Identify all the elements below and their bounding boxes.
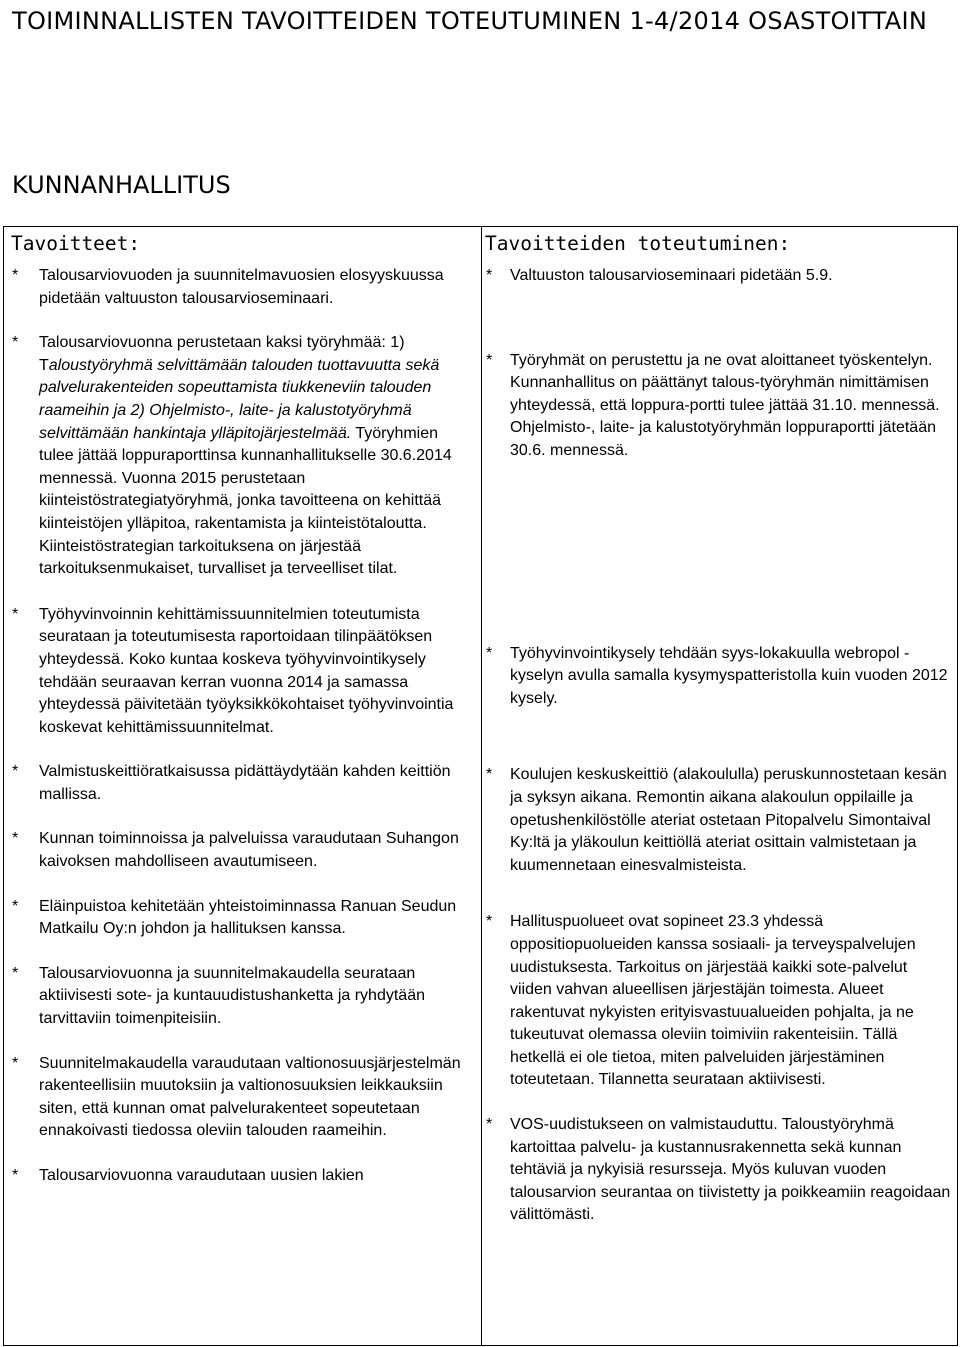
goal-item bbox=[4, 1165, 481, 1188]
result-text: Valtuuston talousarvioseminaari pidetään 5.9. bbox=[510, 267, 833, 284]
goal-item bbox=[4, 1053, 481, 1143]
goal-text: Kunnan toiminnoissa ja palveluissa varaudutaan Suhangon kaivoksen mahdolliseen avautumiseen. bbox=[39, 830, 459, 871]
goal-text: Valmistuskeittiöratkaisussa pidättäydytään kahden keittiön mallissa. bbox=[39, 763, 451, 803]
goal-item bbox=[4, 265, 481, 310]
bullet-marker: * bbox=[486, 913, 493, 931]
result-item bbox=[482, 1114, 957, 1227]
bullet-marker: * bbox=[12, 267, 19, 284]
result-item bbox=[482, 350, 957, 463]
goals-list bbox=[4, 265, 481, 1188]
result-text: VOS-uudistukseen on valmistauduttu. Taloustyöryhmä kartoittaa palvelu- ja kustannusrakennetta sekä kunnan tehtäviä ja nykyisiä resursseja. Myös kuluvan vuoden talousarvion seurantaa on tiivistetty ja poikkeamiin reagoidaan välittömästi. bbox=[510, 1116, 951, 1224]
bullet-marker: * bbox=[486, 1116, 493, 1134]
goals-table bbox=[3, 226, 958, 1346]
bullet-marker: * bbox=[486, 267, 493, 284]
bullet-marker: * bbox=[12, 1054, 19, 1072]
bullet-marker: * bbox=[12, 964, 19, 982]
goal-text: Eläinpuistoa kehitetään yhteistoiminnassa Ranuan Seudun Matkailu Oy:n johdon ja hallituksen kanssa. bbox=[39, 897, 457, 938]
result-text: Työryhmät on perustettu ja ne ovat aloittaneet työskentelyn. Kunnanhallitus on päättänyt talous-työryhmän nimittämisen yhteydessä, että loppura-portti tulee jättää 31.10. mennessä. Ohjelmisto-, laite- ja kalustotyöryhmän loppuraportti jätetään 30.6. mennessä. bbox=[510, 351, 940, 459]
goal-item bbox=[4, 963, 481, 1031]
section-heading: KUNNANHALLITUS bbox=[12, 171, 231, 199]
bullet-marker: * bbox=[486, 766, 493, 784]
results-list bbox=[482, 265, 957, 1227]
bullet-marker: * bbox=[486, 644, 493, 662]
goals-column bbox=[4, 227, 482, 1346]
goal-text: Talousarviovuoden ja suunnitelmavuosien elosyyskuussa pidetään valtuuston talousarvioseminaari. bbox=[39, 267, 444, 307]
bullet-marker: * bbox=[12, 830, 19, 848]
goal-text: Työryhmien tulee jättää loppuraporttinsa kunnanhallitukselle 30.6.2014 mennessä. Vuonna 2015 perustetaan kiinteistöstrategiatyöryhmä, jonka tavoitteena on kehittää kiinteistöjen ylläpitoa, rakentamista ja kiinteistötaloutta. Kiinteistöstrategian tarkoituksena on järjestää tarkoituksenmukaiset, turvalliset ja terveelliset tilat. bbox=[39, 424, 452, 578]
bullet-marker: * bbox=[12, 334, 19, 352]
result-text: Työhyvinvointikysely tehdään syys-lokakuulla webropol -kyselyn avulla samalla kysymyspatteristolla kuin vuoden 2012 kysely. bbox=[510, 644, 948, 707]
bullet-marker: * bbox=[12, 605, 19, 623]
results-header: Tavoitteiden toteutuminen: bbox=[485, 232, 791, 255]
goal-text: Työhyvinvoinnin kehittämissuunnitelmien toteutumista seurataan ja toteutumisesta raportoidaan tilinpäätöksen yhteydessä. Koko kuntaa koskeva työhyvinvointikysely tehdään seuraavan kerran vuonna 2014 ja samassa yhteydessä päivitetään työyksikkökohtaiset työhyvinvointia koskevat kehittämissuunnitelmat. bbox=[39, 605, 454, 736]
result-item bbox=[482, 643, 957, 711]
goal-text: Suunnitelmakaudella varaudutaan valtionosuusjärjestelmän rakenteellisiin muutoksiin ja valtionosuuksien leikkauksiin siten, että kunnan omat palvelurakenteet sopeutetaan ennakoivasti tiedossa oleviin talouden raameihin. bbox=[39, 1054, 461, 1140]
page-title: TOIMINNALLISTEN TAVOITTEIDEN TOTEUTUMINEN 1-4/2014 OSASTOITTAIN bbox=[12, 7, 928, 35]
bullet-marker: * bbox=[12, 897, 19, 915]
result-item bbox=[482, 265, 957, 288]
result-text: Hallituspuolueet ovat sopineet 23.3 yhdessä oppositiopuolueiden kanssa sosiaali- ja terveyspalvelujen uudistuksesta. Tarkoitus on järjestää kaikki sote-palvelut viiden vahvan alueellisen järjestäjän toimesta. Alueet rakentuvat nykyisten erityisvastuualueiden pohjalta, ja ne tukeutuvat olemassa oleviin toimiviin rakenteisiin. Tällä hetkellä ei ole tietoa, miten palveluiden järjestäminen toteutetaan. Tilannetta seurataan aktiivisesti. bbox=[510, 913, 916, 1089]
goals-header: Tavoitteet: bbox=[11, 232, 141, 255]
results-column bbox=[482, 227, 958, 1346]
goal-text: Talousarviovuonna ja suunnitelmakaudella seurataan aktiivisesti sote- ja kuntauudistushanketta ja ryhdytään tarvittaviin toimenpiteisiin. bbox=[39, 964, 425, 1028]
goal-text: Talousarviovuonna varaudutaan uusien lakien bbox=[39, 1167, 364, 1184]
goal-item bbox=[4, 828, 481, 873]
result-text: Koulujen keskuskeittiö (alakoululla) peruskunnostetaan kesän ja syksyn aikana. Remontin aikana alakoulun oppilaille ja opetushenkilöstölle ateriat ostetaan Pitopalvelu Simontaival Ky:ltä ja yläkoulun keittiöllä ateriat osittain valmistetaan ja kuumennetaan einesvalmisteista. bbox=[510, 766, 947, 874]
goal-text-italic: aloustyöryhmä selvittämään talouden tuottavuutta sekä palvelurakenteiden sopeuttamista tiukkeneviin talouden raameihin ja 2) Ohjelmisto-, laite- ja kalustotyöryhmä selvittämään hankintaja ylläpitojärjestelmää. bbox=[39, 356, 440, 442]
result-item bbox=[482, 911, 957, 1092]
goal-item bbox=[4, 896, 481, 941]
goal-item bbox=[4, 332, 481, 581]
bullet-marker: * bbox=[486, 351, 493, 369]
goal-item bbox=[4, 761, 481, 806]
goal-text: Talousarviovuonna perustetaan kaksi työryhmää: 1) T bbox=[39, 334, 405, 374]
goal-item bbox=[4, 604, 481, 740]
bullet-marker: * bbox=[12, 763, 19, 781]
bullet-marker: * bbox=[12, 1167, 19, 1184]
result-item bbox=[482, 764, 957, 877]
